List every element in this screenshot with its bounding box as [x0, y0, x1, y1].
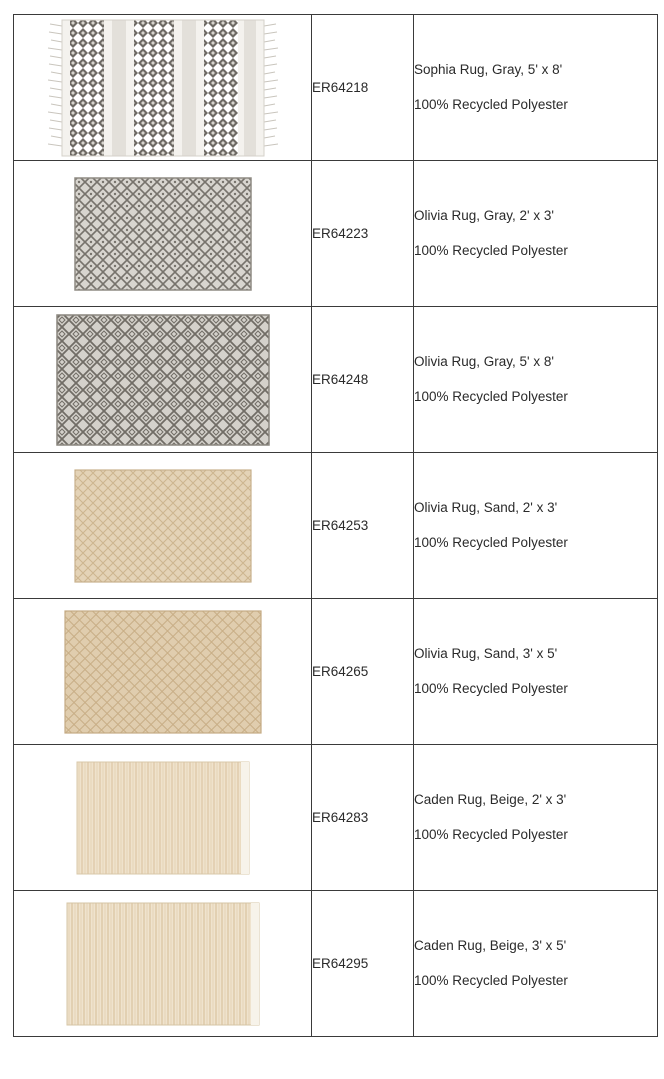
product-name: Caden Rug, Beige, 2' x 3' — [414, 792, 567, 807]
product-material: 100% Recycled Polyester — [414, 827, 568, 842]
product-image-cell — [14, 15, 312, 161]
olivia-sand-rug-photo — [63, 609, 263, 735]
product-description — [414, 599, 658, 745]
table-row — [14, 453, 658, 599]
product-code: ER64265 — [312, 599, 414, 745]
product-material: 100% Recycled Polyester — [414, 97, 568, 112]
product-table — [13, 14, 658, 1037]
sophia-gray-rug-photo — [48, 18, 278, 158]
product-description — [414, 161, 658, 307]
product-image-cell — [14, 599, 312, 745]
product-description — [414, 453, 658, 599]
caden-beige-rug-photo — [75, 760, 251, 876]
product-image-cell — [14, 453, 312, 599]
product-description — [414, 745, 658, 891]
product-image-cell — [14, 745, 312, 891]
product-material: 100% Recycled Polyester — [414, 389, 568, 404]
product-code: ER64295 — [312, 891, 414, 1037]
product-code: ER64253 — [312, 453, 414, 599]
product-image-cell — [14, 891, 312, 1037]
product-code: ER64248 — [312, 307, 414, 453]
olivia-gray-rug-photo — [55, 313, 271, 447]
product-name: Olivia Rug, Gray, 2' x 3' — [414, 208, 554, 223]
product-name: Olivia Rug, Sand, 2' x 3' — [414, 500, 558, 515]
product-code: ER64283 — [312, 745, 414, 891]
caden-beige-rug-photo — [65, 901, 261, 1027]
product-code: ER64223 — [312, 161, 414, 307]
product-code: ER64218 — [312, 15, 414, 161]
product-description — [414, 891, 658, 1037]
product-image-cell — [14, 307, 312, 453]
product-material: 100% Recycled Polyester — [414, 681, 568, 696]
product-material: 100% Recycled Polyester — [414, 535, 568, 550]
product-name: Caden Rug, Beige, 3' x 5' — [414, 938, 567, 953]
table-row — [14, 891, 658, 1037]
product-description — [414, 307, 658, 453]
product-name: Olivia Rug, Sand, 3' x 5' — [414, 646, 558, 661]
table-row — [14, 15, 658, 161]
product-material: 100% Recycled Polyester — [414, 243, 568, 258]
olivia-sand-rug-photo — [73, 468, 253, 584]
product-name: Olivia Rug, Gray, 5' x 8' — [414, 354, 554, 369]
product-description — [414, 15, 658, 161]
olivia-gray-rug-photo — [73, 176, 253, 292]
table-row — [14, 745, 658, 891]
table-row — [14, 161, 658, 307]
table-row — [14, 307, 658, 453]
product-material: 100% Recycled Polyester — [414, 973, 568, 988]
table-row — [14, 599, 658, 745]
product-name: Sophia Rug, Gray, 5' x 8' — [414, 62, 563, 77]
product-image-cell — [14, 161, 312, 307]
